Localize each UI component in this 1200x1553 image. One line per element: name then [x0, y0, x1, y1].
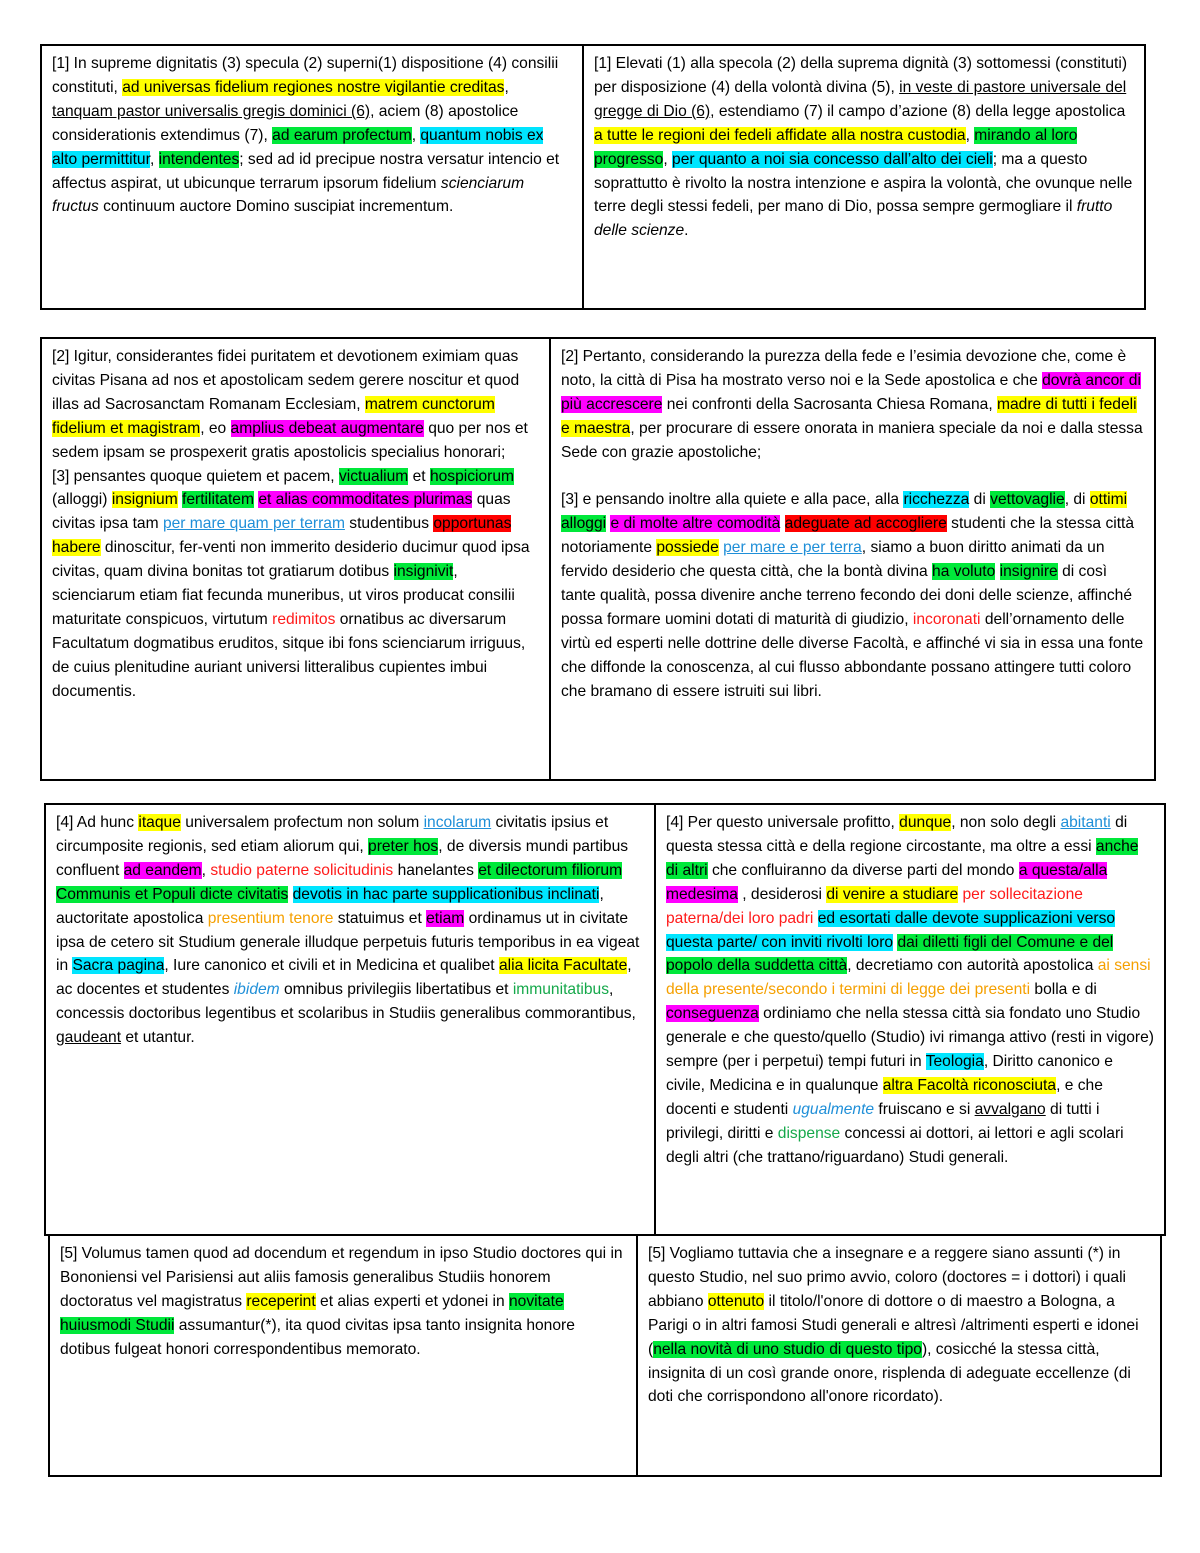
italian-text: studenti che la stessa città notoriamente [561, 515, 1135, 557]
latin-text: et alias experti et ydonei in [315, 1292, 509, 1310]
table-section-4 [48, 1234, 1162, 1477]
italian-text: , [663, 150, 673, 168]
blue-italic-text: ibidem [233, 981, 280, 999]
italian-text: ; ma a questo soprattutto è rivolto la nostra intenzione e aspira la volontà, che ovunque nelle terre degli stessi fedeli, per mano di Dio, possa sempre germogliare il [594, 150, 1133, 216]
latin-text: [3] pensantes quoque quietem et pacem, [52, 467, 339, 485]
italian-text: [1] Elevati (1) alla specola (2) della suprema dignità (3) sottomessi (constituti) per disposizione (4) della volontà divina (5), [594, 55, 1128, 96]
latin-text: [4] Ad hunc [56, 814, 139, 831]
italian-text: , non solo degli [951, 814, 1061, 831]
latin-text [288, 886, 292, 903]
highlight-cyan: per quanto a noi sia concesso dall’alto dei cieli [672, 150, 993, 168]
latin-cell-3 [46, 805, 654, 1234]
red-text: studio paterne solicitudinis [210, 861, 394, 879]
highlight-yellow: habere [52, 539, 101, 557]
latin-text: ordinamus ut in civitate ipsa de cetero sit Studium generale illudque perpetuis futuris temporibus in ea vigeat in [56, 909, 640, 975]
green-text: immunitatibus [512, 981, 610, 999]
blue-underlined-text: per mare e per terra [723, 539, 862, 557]
highlight-green: dai diletti figli del Comune e del popolo della suddetta città [666, 933, 1114, 975]
latin-text: , [149, 150, 159, 168]
italian-text: fruiscano e si [874, 1100, 975, 1118]
italian-cell-4 [636, 1236, 1160, 1475]
highlight-green: ad earum profectum [272, 126, 412, 144]
latin-text: continuum auctore Domino suscipiat incrementum. [98, 198, 454, 216]
highlight-red: opportunas [433, 515, 512, 533]
highlight-green: fertilitatem [182, 491, 254, 509]
italian-text: il titolo/l'onore di dottore o di maestro a Bologna, a Parigi o in altri famosi Studi generali e altresì /altrimenti esperti e idonei ( [648, 1292, 1139, 1358]
highlight-yellow: a tutte le regioni dei fedeli affidate alla nostra custodia [594, 126, 966, 144]
italian-text: di questa stessa città e della regione circostante, ma oltre a essi [666, 814, 1128, 855]
blue-italic-text: ugualmente [792, 1100, 875, 1118]
latin-text: , de diversis mundi partibus confluent [56, 837, 629, 879]
highlight-green: anche di altri [666, 837, 1139, 879]
highlight-green: insignire [999, 563, 1058, 581]
italian-cell-1 [582, 46, 1144, 308]
latin-cell-4 [50, 1236, 636, 1475]
italian-text: , Diritto canonico e civile, Medicina e in qualunque [666, 1053, 1113, 1094]
latin-text: omnibus privilegiis libertatibus et [279, 981, 513, 999]
italian-text: di così tante qualità, possa divenire anche terreno fecondo dei doni delle scienze, affinché possa formare uomini dotati di maturità di giudizio, [561, 563, 1133, 628]
latin-text: ornatibus ac diversarum Facultatum dogmatibus eruditos, sitque ibi fons scienciarum irriguus, de cuius plenitudine auriant universi litteralibus cupientes imbui documentis. [52, 610, 526, 700]
italian-text [995, 563, 999, 580]
highlight-green: mirando al loro progresso [594, 126, 1078, 168]
blue-underlined-text: per mare quam per terram [162, 515, 345, 533]
highlight-magenta: ad eandem [123, 861, 202, 879]
italian-text: [2] Pertanto, considerando la purezza della fede e l’esimia devozione che, come è noto, la città di Pisa ha mostrato verso noi e la Sede apostolica e che [561, 348, 1127, 389]
italian-text: , [965, 126, 975, 144]
highlight-yellow: itaque [138, 814, 181, 831]
italian-text: , per procurare di essere onorata in maniera speciale da noi e dalla stessa Sede con grazie apostoliche; [561, 419, 1143, 461]
italian-text: [4] Per questo universale profitto, [666, 814, 900, 831]
highlight-yellow: dunque [899, 814, 952, 831]
latin-text: statuimus et [333, 909, 427, 927]
highlight-yellow: ottimi [1089, 491, 1128, 509]
latin-text: , Iure canonico et civili et in Medicina et qualibet [164, 957, 499, 975]
italian-text: di [969, 491, 991, 509]
highlight-green: alloggi [561, 515, 607, 533]
latin-cell-2 [42, 339, 549, 779]
italian-text: , estendiamo (7) il campo d’azione (8) della legge apostolica [710, 102, 1126, 120]
underlined-text: in veste di pastore universale del gregge di Dio (6) [594, 78, 1127, 120]
table-section-2 [40, 337, 1156, 781]
italian-text: . [684, 222, 689, 240]
italian-text: concessi ai dottori, ai lettori e agli scolari degli altri (che trattano/riguardano) Studi generali. [666, 1124, 1124, 1166]
highlight-yellow: ottenuto [707, 1292, 765, 1310]
latin-text: , eo [200, 419, 231, 437]
italian-text: bolla e di [1030, 981, 1097, 999]
italian-text: , siamo a buon diritto animati da un fervido desiderio che questa città, che la bontà divina [561, 539, 1105, 581]
highlight-cyan: quantum nobis ex alto permittitur [52, 126, 544, 168]
latin-text: [1] In supreme dignitatis (3) specula (2) superni(1) dispositione (4) consilii constituti, [52, 55, 559, 96]
latin-text: [5] Volumus tamen quod ad docendum et regendum in ipso Studio doctores qui in Bononiensi vel Parisiensi aut aliis famosis generalibus Studiis honorem doctoratus vel magistratus [60, 1245, 623, 1310]
highlight-green: nella novità di uno studio di questo tipo [653, 1340, 922, 1358]
italian-text: [5] Vogliamo tuttavia che a insegnare e a reggere siano assunti (*) in questo Studio, nel suo primo avvio, coloro (doctores = i dottori) i quali abbiano [648, 1245, 1127, 1310]
highlight-green: intendentes [158, 150, 240, 168]
latin-text: hanelantes [393, 861, 479, 879]
highlight-cyan: Teologia [925, 1053, 984, 1071]
highlight-yellow: di venire a studiare [826, 885, 959, 903]
italian-text: ), cosicché la stessa città, insignita di un così grande onore, risplenda di adeguate eccellenze (di doti che corrispondono all'onore ricordato). [648, 1340, 1131, 1406]
latin-text: ; sed ad id precipue nostra versatur intencio et affectus aspirat, ut ubicunque terrarum ipsorum fidelium [52, 150, 560, 192]
highlight-red: adeguate ad accogliere [784, 515, 947, 533]
highlight-yellow: receperint [246, 1292, 316, 1310]
highlight-green: insignivit [393, 563, 454, 581]
latin-text: , scienciarum etiam fiat fecunda muneribus, ut viros producat consilii maturitate conspicuos, virtutum [52, 563, 515, 628]
highlight-green: novitate huiusmodi Studii [60, 1292, 564, 1334]
red-text: redimitos [272, 610, 336, 628]
latin-text: aciem (8) apostolice considerationis extendimus (7), [52, 102, 519, 144]
highlight-yellow: madre di tutti i fedeli e maestra [561, 395, 1137, 437]
underlined-text: gaudeant [56, 1029, 122, 1047]
highlight-green: vettovaglie [990, 491, 1065, 509]
italian-text: [3] e pensando inoltre alla quiete e alla pace, alla [561, 491, 904, 509]
italian-text: , decretiamo con autorità apostolica [847, 957, 1098, 975]
latin-text: , [504, 78, 509, 96]
latin-text: civitatis ipsius et circumposite regionis, sed etiam aliorum qui, [56, 814, 609, 855]
highlight-yellow: possiede [656, 539, 719, 557]
table-section-3 [44, 803, 1166, 1236]
italian-cell-2 [549, 339, 1154, 779]
blue-underlined-text: incolarum [423, 814, 492, 831]
italian-text: nei confronti della Sacrosanta Chiesa Romana, [662, 395, 997, 413]
underlined-text: tanquam pastor universalis gregis dominici (6), [52, 102, 375, 120]
highlight-magenta: e di molte altre comodità [610, 515, 781, 533]
highlight-cyan: Sacra pagina [72, 957, 165, 975]
highlight-magenta: et alias commoditates plurimas [258, 491, 473, 509]
orange-text: ai sensi della presente/secondo i termini di legge dei presenti [666, 957, 1151, 999]
highlight-green: victualium [338, 467, 409, 485]
italian-text: , desiderosi [737, 885, 827, 903]
highlight-cyan: ricchezza [903, 491, 970, 509]
latin-text: quas civitas ipsa tam [52, 491, 511, 533]
red-text: per sollecitazione paterna/dei loro padri [666, 885, 1083, 927]
latin-text: (alloggi) [52, 491, 112, 509]
latin-cell-1 [42, 46, 582, 308]
highlight-magenta: amplius debeat augmentare [230, 419, 424, 437]
italic-text: frutto delle scienze [594, 198, 1113, 240]
highlight-green: hospiciorum [429, 467, 515, 485]
latin-text: , auctoritate apostolica [56, 885, 604, 927]
highlight-cyan: ed esortati dalle devote supplicazioni verso questa parte/ con inviti rivolti loro [666, 909, 1116, 951]
red-text: incoronati [912, 610, 981, 628]
latin-text: et [408, 467, 430, 485]
latin-text: studentibus [344, 515, 434, 533]
highlight-magenta: conseguenza [666, 1005, 759, 1023]
green-text: dispense [777, 1124, 841, 1142]
blue-underlined-text: abitanti [1060, 814, 1111, 831]
highlight-yellow: matrem cunctorum fidelium et magistram [52, 395, 495, 437]
highlight-green: et dilectorum filiorum Communis et Populi dicte civitatis [56, 861, 623, 903]
highlight-magenta: etiam [426, 909, 465, 927]
italian-text: che confluiranno da diverse parti del mondo [707, 861, 1019, 879]
latin-text: et utantur. [121, 1029, 195, 1047]
italian-text: ordiniamo che nella stessa città sia fondato uno Studio generale e che questo/quello (Studio) ivi rimanga attivo (resti in vigore) sempre (per i perpetui) tempi futuri in [666, 1005, 1154, 1071]
latin-text: , ac docentes et studentes [56, 957, 632, 999]
latin-text: , concessis doctoribus legentibus et scolaribus in Studiis generalibus commorantibus, [56, 981, 636, 1023]
highlight-green: ha voluto [932, 563, 996, 581]
latin-text: universalem profectum non solum [180, 814, 424, 831]
italian-cell-3 [654, 805, 1164, 1234]
underlined-text: avvalgano [974, 1100, 1046, 1118]
table-section-1 [40, 44, 1146, 310]
orange-text: presentium tenore [207, 909, 334, 927]
italian-text: , di [1064, 491, 1090, 509]
italian-text: di tutti i privilegi, diritti e [666, 1100, 1100, 1142]
latin-text: [2] Igitur, considerantes fidei puritatem et devotionem eximiam quas civitas Pisana ad nos et apostolicam sedem gerere noscitur et quod illas ad Sacrosanctam Romanam Ecclesiam, [52, 348, 520, 413]
highlight-yellow: ad universas fidelium regiones nostre vigilantie creditas [122, 78, 505, 96]
highlight-cyan: devotis in hac parte supplicationibus inclinati [292, 885, 600, 903]
highlight-magenta: dovrà ancor di più accrescere [561, 371, 1141, 413]
highlight-yellow: alia licita Facultate [498, 957, 628, 975]
highlight-yellow: insignium [111, 491, 178, 509]
latin-text: dinoscitur, fer-venti non immerito desiderio ducimur quod ipsa civitas, quam divina bonitas tot gratiarum dotibus [52, 539, 530, 581]
latin-text: , [411, 126, 421, 144]
latin-text: , [201, 861, 211, 879]
italian-text: , e che docenti e studenti [666, 1076, 1103, 1118]
highlight-magenta: a questa/alla medesima [666, 861, 1108, 903]
italian-text: dell’ornamento delle virtù ed esperti nelle dottrine delle diverse Facoltà, e affinché vi sia in essa una fonte che diffonde la conoscenza, al cui flusso abbondante possano attingere tutti coloro che bramano di essere istruiti sui libri. [561, 610, 1144, 700]
latin-text: quo per nos et sedem ipsam se prospexerit gratis apostolicis specialius honorari; [52, 419, 528, 461]
latin-text: assumantur(*), ita quod civitas ipsa tanto insignita honore dotibus fulgeat honori correspondentibus memorato. [60, 1316, 575, 1358]
highlight-yellow: altra Facoltà riconosciuta [882, 1076, 1057, 1094]
italic-text: scienciarum fructus [52, 174, 525, 216]
highlight-green: preter hos [368, 837, 439, 855]
